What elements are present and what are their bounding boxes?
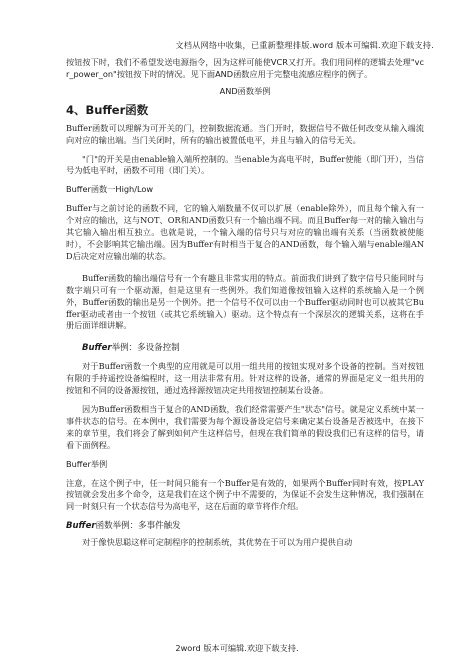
buffer-high-low-caption: Buffer函数一High/Low bbox=[66, 184, 154, 195]
subhead-multi-device-text: 举例：多设备控制 bbox=[111, 343, 180, 354]
buffer-example-caption: Buffer举例 bbox=[66, 458, 108, 469]
subhead-multi-trigger-label: Buffer bbox=[66, 521, 96, 532]
paragraph-gate-enable: "门"的开关是由enable输入端所控制的。当enable为高电平时，Buffer使能（即门开），当信号为低电平时，函数不可用（即门关）。 bbox=[66, 153, 424, 176]
subhead-multi-device bbox=[66, 342, 424, 354]
paragraph-buffer-inputs: Buffer与之前讨论的函数不同，它的输入端数量不仅可以扩展（enable除外），而且每个输入有一个对应的输出，这与NOT、OR和AND函数只有一个输出端不同。而且Buffer每一对的输入输出与其它输入输出相互独立。也就是说，一个输入端的信号只与对应的输出端有关系（当函数被使能时），不会影响其它输出端。因为Buffer有时相当于复合的AND函数，每个输入端与enable端AND后决定对应输出端的状态。 bbox=[66, 203, 424, 261]
and-example-caption: AND函数举例 bbox=[219, 85, 271, 96]
paragraph-multi-device: 对于Buffer函数一个典型的应用就是可以用一组共用的按钮实现对多个设备的控制。当对按钮有限的手持遥控设备编程时，这一用法非常有用。针对这样的设备，通常的界面是定义一组共用的按钮和不同的设备源按钮，通过选择源按钮决定共用按钮控制某台设备。 bbox=[66, 361, 424, 396]
subhead-multi-trigger bbox=[66, 520, 424, 532]
paragraph-vcr-logic: 按钮按下时，我们不希望发送电源指令，因为这样可能使VCR又打开。我们用同样的逻辑去处理"vcr_power_on"按钮按下时的情况。见下面AND函数应用于完整电流感应程序的例子。 bbox=[66, 57, 424, 79]
document-body bbox=[66, 57, 424, 549]
paragraph-buffer-intro: Buffer函数可以理解为可开关的门，控制数据流通。当门开时，数据信号不做任何改变从输入端流向对应的输出端。当门关闭时，所有的输出被置低电平，并且与输入的信号无关。 bbox=[66, 122, 424, 145]
subhead-multi-trigger-text: 函数举例：多事件触发 bbox=[95, 521, 181, 532]
paragraph-one-active-buffer: 注意，在这个例子中，任一时间只能有一个Buffer是有效的，如果两个Buffer同时有效，按PLAY按钮就会发出多个命令，这是我们在这个例子中不需要的，为保证不会发生这种情况，我们强制在同一时刻只有一个状态信号为高电平，这在后面的章节将作介绍。 bbox=[66, 477, 424, 512]
paragraph-buffer-outputs: Buffer函数的输出端信号有一个有趣且非常实用的特点。前面我们讲到了数字信号只能同时与数字端只可有一个驱动源，但是这里有一些例外。我们知道像按钮输入这样的系统输入是一个例外，Buffer函数的输出是另一个例外。把一个信号不仅可以由一个Buffer驱动同时也可以被其它Buffer驱动或者由一个按钮（或其它系统输入）驱动。这个特点有一个深层次的逻辑关系，这将在手册后面详细讲解。 bbox=[66, 272, 424, 331]
subhead-multi-device-label: Buffer bbox=[82, 343, 112, 354]
paragraph-status-signal: 因为Buffer函数相当于复合的AND函数，我们经常需要产生"状态"信号。就是定义系统中某一事件状态的信号。在本例中，我们需要为每个源设备设定信号来确定某台设备是否被选中，在接下来的章节里，我们将会了解到如何产生这样信号，但现在我们简单的假设我们已有这样的信号，请看下面例程。 bbox=[66, 404, 424, 450]
section-title-buffer: 4、Buffer函数 bbox=[66, 102, 149, 117]
footer-note: 2word 版本可编辑.欢迎下载支持. bbox=[175, 643, 299, 653]
header-note: 文档从网络中收集，已重新整理排版.word 版本可编辑.欢迎下载支持. bbox=[175, 40, 434, 50]
paragraph-custom-control: 对于像快思聪这样可定制程序的控制系统，其优势在于可以为用户提供自动 bbox=[82, 537, 353, 548]
